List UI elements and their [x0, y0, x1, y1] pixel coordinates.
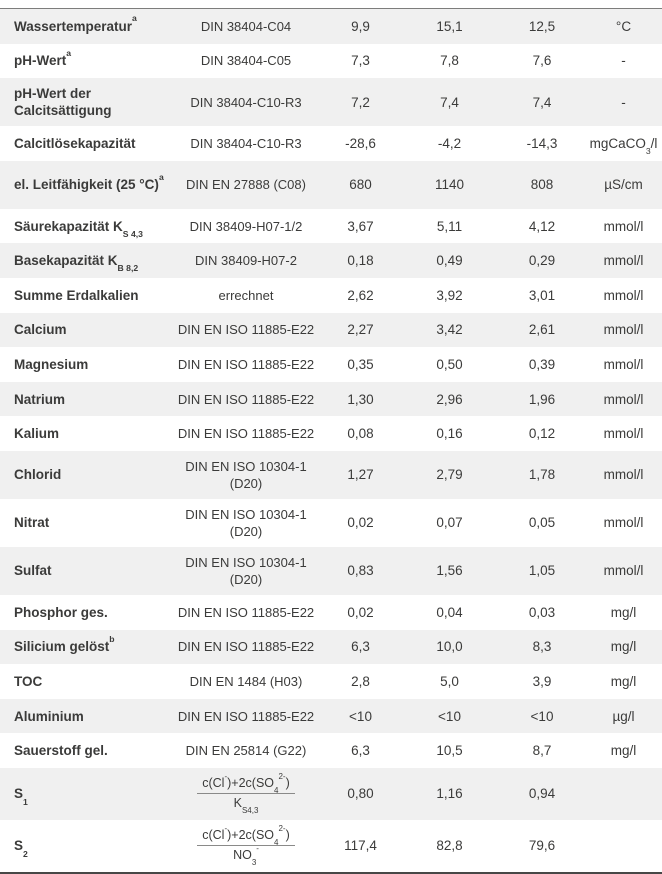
value-cell-1: 0,80 — [347, 786, 374, 802]
table-row — [0, 664, 662, 699]
method-cell: DIN EN 25814 (G22) — [185, 743, 307, 759]
method-cell: DIN EN ISO 11885-E22 — [177, 356, 315, 372]
formula-fraction: $\frac{c(Cl^-)+2c(SO_4^{2-})}{NO_3^-}$ — [197, 828, 295, 863]
value-cell-2: -4,2 — [437, 135, 462, 151]
unit-cell: mg/l — [610, 604, 637, 620]
value-cell-2: 3,42 — [436, 322, 463, 338]
table-row — [0, 209, 662, 244]
table-row — [0, 126, 662, 161]
method-cell: DIN EN 1484 (H03) — [189, 673, 303, 689]
value-cell-3: 2,61 — [528, 322, 556, 338]
table-row — [0, 630, 662, 665]
method-cell: errechnet — [218, 287, 274, 303]
value-cell-1: 0,08 — [347, 426, 374, 442]
value-cell-2: 2,96 — [436, 391, 463, 407]
table-row — [0, 161, 662, 209]
parameter-cell: Summe Erdalkalien — [14, 287, 139, 303]
value-cell-2: 0,04 — [436, 604, 463, 620]
value-cell-2: 1,56 — [436, 563, 463, 579]
table-row — [0, 499, 662, 547]
value-cell-2: 1140 — [434, 177, 465, 193]
unit-cell: mg/l — [610, 743, 637, 759]
table-row — [0, 382, 662, 417]
value-cell-3: 1,78 — [528, 467, 556, 483]
parameter-cell: Säurekapazität $K_{S 4,3}$ — [14, 218, 143, 239]
value-cell-1: 2,8 — [351, 673, 370, 689]
value-cell-3: 3,01 — [528, 287, 556, 303]
value-cell-3: 0,39 — [528, 356, 556, 372]
method-cell: DIN 38404-C04 — [200, 18, 292, 34]
table-row — [0, 347, 662, 382]
value-cell-3: 1,96 — [528, 391, 556, 407]
value-cell-1: 7,2 — [351, 94, 370, 110]
unit-cell: mmol/l — [603, 467, 644, 483]
table-row — [0, 820, 662, 872]
water-analysis-table — [0, 8, 662, 874]
parameter-cell: Calcitlösekapazität — [14, 135, 136, 151]
value-cell-3: 8,3 — [532, 639, 552, 655]
parameter-cell: Nitrat — [14, 515, 50, 531]
value-cell-3: 7,6 — [532, 53, 552, 69]
formula-fraction: $\frac{c(Cl^-)+2c(SO_4^{2-})}{K_{S4,3}}$ — [197, 776, 295, 811]
method-cell: DIN EN ISO 11885-E22 — [177, 639, 315, 655]
unit-cell: mmol/l — [603, 218, 644, 234]
method-cell: DIN EN ISO 11885-E22 — [177, 604, 315, 620]
parameter-cell: Magnesium — [14, 356, 89, 372]
parameter-cell: Natrium — [14, 391, 66, 407]
value-cell-1: 6,3 — [351, 639, 370, 655]
method-cell: DIN EN ISO 11885-E22 — [177, 322, 315, 338]
method-cell: DIN EN ISO 11885-E22 — [177, 426, 315, 442]
value-cell-2: 0,50 — [436, 356, 463, 372]
unit-cell: - — [621, 53, 626, 69]
unit-cell: mmol/l — [603, 426, 644, 442]
parameter-cell: $S_1$ — [14, 786, 28, 807]
parameter-cell: Aluminium — [14, 708, 84, 724]
value-cell-3: 0,03 — [528, 604, 556, 620]
method-cell — [171, 771, 321, 816]
unit-cell: mg/l — [610, 639, 637, 655]
value-cell-1: 1,27 — [347, 467, 374, 483]
table-row — [0, 243, 662, 278]
unit-cell: µS/cm — [604, 177, 643, 193]
value-cell-3: 79,6 — [528, 838, 556, 854]
table-row — [0, 768, 662, 820]
method-cell — [171, 823, 321, 868]
value-cell-3: 4,12 — [528, 218, 556, 234]
value-cell-2: 0,07 — [436, 515, 463, 531]
value-cell-2: 2,79 — [436, 467, 463, 483]
value-cell-1: 680 — [349, 177, 372, 193]
value-cell-2: 5,0 — [440, 673, 459, 689]
unit-cell: mmol/l — [603, 515, 644, 531]
unit-cell: mmol/l — [603, 253, 644, 269]
method-cell: DIN EN ISO 10304-1 (D20) — [185, 554, 307, 587]
parameter-cell: TOC — [14, 673, 43, 689]
method-cell: DIN 38404-C10-R3 — [190, 135, 302, 151]
value-cell-2: 15,1 — [436, 18, 463, 34]
parameter-cell: el. Leitfähigkeit (25 °C)$^a$ — [14, 171, 164, 193]
table-row — [0, 416, 662, 451]
value-cell-1: 3,67 — [347, 218, 374, 234]
value-cell-1: 6,3 — [351, 743, 370, 759]
unit-cell: - — [621, 94, 626, 110]
method-cell: DIN EN ISO 11885-E22 — [177, 391, 315, 407]
unit-cell: mmol/l — [603, 391, 644, 407]
value-cell-2: 1,16 — [436, 786, 463, 802]
value-cell-2: 3,92 — [436, 287, 463, 303]
value-cell-2: 0,49 — [436, 253, 463, 269]
value-cell-2: 0,16 — [436, 426, 463, 442]
unit-cell: mmol/l — [603, 563, 644, 579]
unit-cell: mmol/l — [603, 322, 644, 338]
method-cell: DIN EN 27888 (C08) — [186, 177, 306, 193]
value-cell-1: -28,6 — [345, 135, 376, 151]
value-cell-3: <10 — [530, 708, 554, 724]
method-cell: DIN 38409-H07-1/2 — [189, 218, 303, 234]
table-row — [0, 733, 662, 768]
parameter-cell: Sulfat — [14, 563, 52, 579]
value-cell-2: 7,4 — [440, 94, 459, 110]
value-cell-1: 2,27 — [347, 322, 374, 338]
unit-cell — [585, 844, 662, 848]
value-cell-3: 12,5 — [528, 18, 556, 34]
value-cell-2: 5,11 — [436, 218, 463, 234]
table-row — [0, 595, 662, 630]
value-cell-1: <10 — [349, 708, 372, 724]
method-cell: DIN EN ISO 11885-E22 — [177, 708, 315, 724]
value-cell-1: 0,83 — [347, 563, 374, 579]
value-cell-1: 9,9 — [351, 18, 370, 34]
parameter-cell: pH-Wert der Calcitsättigung — [14, 86, 112, 119]
value-cell-1: 0,02 — [347, 515, 374, 531]
method-cell: DIN 38409-H07-2 — [195, 253, 297, 269]
value-cell-3: 3,9 — [532, 673, 552, 689]
method-cell: DIN EN ISO 10304-1 (D20) — [185, 458, 307, 491]
value-cell-1: 1,30 — [347, 391, 374, 407]
unit-cell: mmol/l — [603, 287, 644, 303]
unit-cell — [585, 792, 662, 796]
parameter-cell: Phosphor ges. — [14, 604, 108, 620]
value-cell-3: 1,05 — [528, 563, 556, 579]
value-cell-2: 10,5 — [436, 743, 463, 759]
parameter-cell: pH-Wert$^a$ — [14, 48, 72, 69]
value-cell-2: 7,8 — [440, 53, 459, 69]
value-cell-1: 117,4 — [344, 838, 377, 854]
unit-cell: °C — [615, 18, 632, 34]
parameter-cell: Silicium gelöst$^b$ — [14, 633, 115, 655]
method-cell: DIN EN ISO 10304-1 (D20) — [185, 506, 307, 539]
table-row — [0, 278, 662, 313]
value-cell-3: 0,05 — [528, 515, 556, 531]
method-cell: DIN 38404-C05 — [200, 53, 292, 69]
value-cell-3: 0,94 — [528, 786, 556, 802]
unit-cell: mgCaCO$_3$/l — [589, 135, 658, 157]
value-cell-2: <10 — [438, 708, 461, 724]
value-cell-3: 0,12 — [528, 426, 556, 442]
value-cell-3: -14,3 — [526, 135, 558, 151]
table-row — [0, 9, 662, 44]
value-cell-2: 10,0 — [436, 639, 463, 655]
parameter-cell: Calcium — [14, 322, 67, 338]
parameter-cell: Wassertemperatur$^a$ — [14, 13, 137, 34]
table-row — [0, 547, 662, 595]
parameter-cell: $S_2$ — [14, 838, 28, 859]
value-cell-1: 2,62 — [347, 287, 374, 303]
value-cell-3: 8,7 — [532, 743, 552, 759]
unit-cell: µg/l — [612, 708, 635, 724]
table-row — [0, 699, 662, 734]
parameter-cell: Sauerstoff gel. — [14, 743, 108, 759]
table-row — [0, 451, 662, 499]
table-row — [0, 313, 662, 348]
parameter-cell: Chlorid — [14, 467, 62, 483]
value-cell-1: 7,3 — [351, 53, 370, 69]
parameter-cell: Basekapazität $K_{B 8,2}$ — [14, 253, 139, 274]
table-row — [0, 78, 662, 126]
parameter-cell: Kalium — [14, 426, 60, 442]
table-row — [0, 44, 662, 79]
value-cell-1: 0,02 — [347, 604, 374, 620]
value-cell-1: 0,18 — [347, 253, 374, 269]
value-cell-3: 808 — [530, 177, 554, 193]
value-cell-2: 82,8 — [436, 838, 463, 854]
value-cell-1: 0,35 — [347, 356, 374, 372]
unit-cell: mg/l — [610, 673, 637, 689]
value-cell-3: 0,29 — [528, 253, 556, 269]
value-cell-3: 7,4 — [532, 94, 552, 110]
method-cell: DIN 38404-C10-R3 — [190, 94, 302, 110]
unit-cell: mmol/l — [603, 356, 644, 372]
